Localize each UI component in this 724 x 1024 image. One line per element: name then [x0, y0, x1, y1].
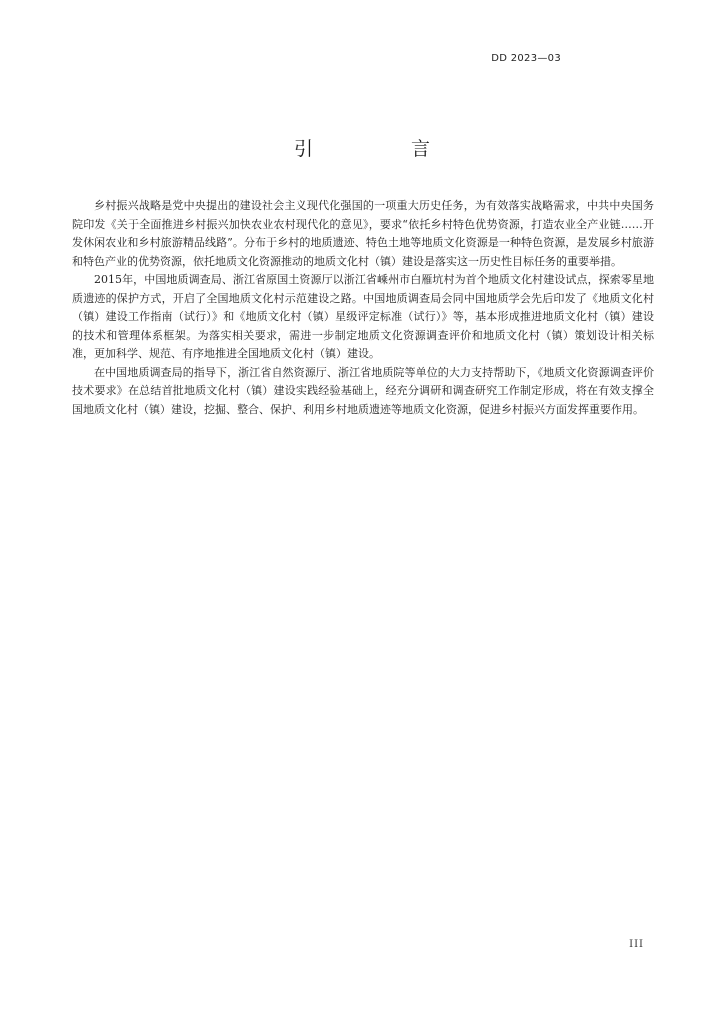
page-number: III	[629, 939, 644, 950]
document-code: DD 2023—03	[491, 53, 561, 64]
page-title: 引 言	[293, 138, 477, 160]
paragraph-1: 乡村振兴战略是党中央提出的建设社会主义现代化强国的一项重大历史任务，为有效落实战略需求，中共中央国务院印发《关于全面推进乡村振兴加快农业农村现代化的意见》，要求“依托乡村特色优势资源，打造农业全产业链……开发休闲农业和乡村旅游精品线路”。分布于乡村的地质遗迹、特色土地等地质文化资源是一种特色资源，是发展乡村旅游和特色产业的优势资源，依托地质文化资源推动的地质文化村（镇）建设是落实这一历史性目标任务的重要举措。	[72, 199, 654, 268]
paragraph-3: 在中国地质调查局的指导下，浙江省自然资源厅、浙江省地质院等单位的大力支持帮助下，《地质文化资源调查评价技术要求》在总结首批地质文化村（镇）建设实践经验基础上，经充分调研和调查研究工作制定形成，将在有效支撑全国地质文化村（镇）建设，挖掘、整合、保护、利用乡村地质遗迹等地质文化资源，促进乡村振兴方面发挥重要作用。	[72, 365, 654, 416]
document-body	[72, 197, 654, 419]
paragraph-2: 2015年，中国地质调查局、浙江省原国土资源厅以浙江省嵊州市白雁坑村为首个地质文化村建设试点，探索零星地质遗迹的保护方式，开启了全国地质文化村示范建设之路。中国地质调查局会同中国地质学会先后印发了《地质文化村（镇）建设工作指南（试行）》和《地质文化村（镇）星级评定标准（试行）》等，基本形成推进地质文化村（镇）建设的技术和管理体系框架。为落实相关要求，需进一步制定地质文化资源调查评价和地质文化村（镇）策划设计相关标准，更加科学、规范、有序地推进全国地质文化村（镇）建设。	[72, 273, 654, 360]
